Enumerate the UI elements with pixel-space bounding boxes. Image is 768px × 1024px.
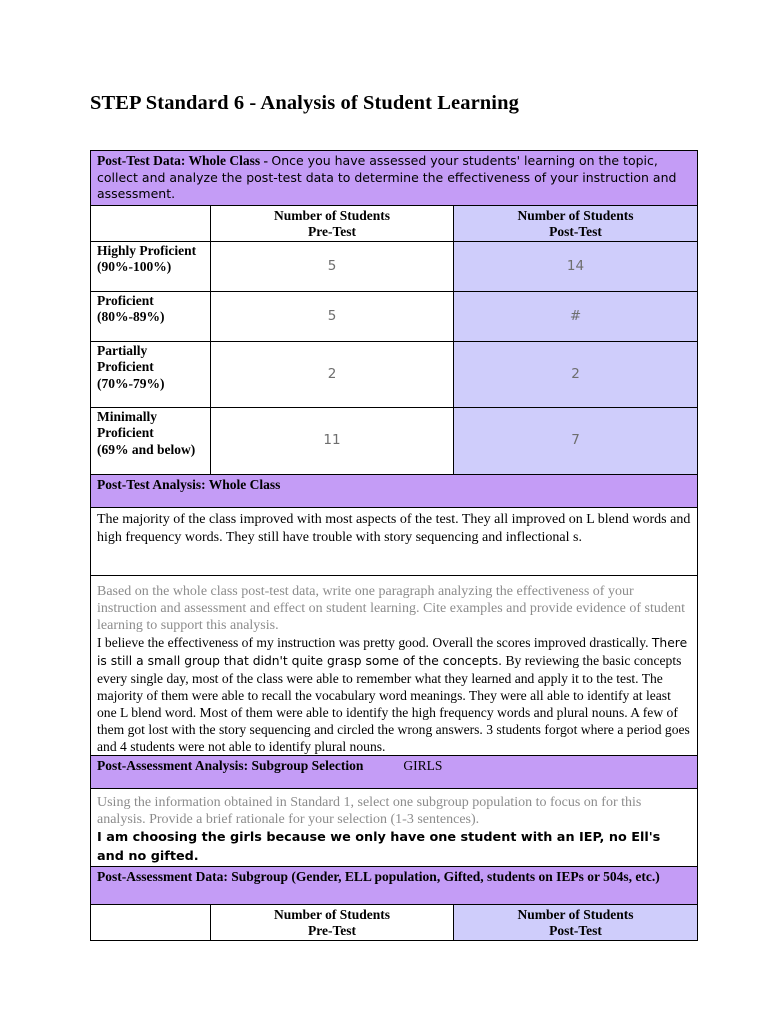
subgroup-selection-header: Post-Assessment Analysis: Subgroup Selection GIRLS <box>91 755 698 788</box>
analysis-response: I believe the effectiveness of my instruction was pretty good. Overall the scores improved drastically. There is still a small group that didn't quite grasp some of the concepts. By reviewing the basic concepts every single day, most of the class were able to remember what they learned and apply it to the test. The majority of them were able to recall the vocabulary word meanings. They were all able to identify at least one L blend word. Most of them were able to identify the high frequency words and plural nouns. A few of them got lost with the story sequencing and circled the wrong answers. 3 students forgot where a period goes and 4 students were not able to identify plural nouns. <box>97 634 690 754</box>
post-test-whole-header-desc: Once you have assessed your students' learning on the topic, collect and analyze the post-test data to determine the effectiveness of your instruction and assessment. <box>97 153 677 201</box>
analysis-summary: The majority of the class improved with most aspects of the test. They all improved on L blend words and high frequency words. They still have trouble with story sequencing and inflectional s. <box>91 507 698 575</box>
post-test-value: 7 <box>454 407 698 474</box>
post-test-value: 2 <box>454 341 698 407</box>
subgroup-value: GIRLS <box>403 757 443 773</box>
row-label-proficient: Proficient (80%-89%) <box>91 291 211 341</box>
post-test-value: 14 <box>454 241 698 291</box>
row-label-minimally-proficient: Minimally Proficient (69% and below) <box>91 407 211 474</box>
subgroup-col-header-pre-test: Number of Students Pre-Test <box>211 904 454 940</box>
empty-header-cell <box>91 904 211 940</box>
analysis-prompt: Based on the whole class post-test data, write one paragraph analyzing the effectiveness of your instruction and assessment and effect on student learning. Cite examples and provide evidence of student learning to support this analysis. <box>97 583 685 633</box>
row-label-highly-proficient: Highly Proficient (90%-100%) <box>91 241 211 291</box>
subgroup-prompt: Using the information obtained in Standard 1, select one subgroup population to focus on for this analysis. Provide a brief rationale for your selection (1-3 sentences). <box>97 794 642 827</box>
subgroup-data-header: Post-Assessment Data: Subgroup (Gender, ELL population, Gifted, students on IEPs or 504s, etc.) <box>91 866 698 904</box>
subgroup-response: I am choosing the girls because we only have one student with an IEP, no Ell's and no gifted. <box>97 829 661 864</box>
post-test-whole-header <box>91 151 698 206</box>
empty-header-cell <box>91 205 211 241</box>
post-test-value: # <box>454 291 698 341</box>
subgroup-rationale-cell <box>91 788 698 866</box>
pre-test-value: 2 <box>211 341 454 407</box>
page-title: STEP Standard 6 - Analysis of Student Learning <box>90 92 519 114</box>
row-label-partially-proficient: Partially Proficient (70%-79%) <box>91 341 211 407</box>
col-header-pre-test: Number of Students Pre-Test <box>211 205 454 241</box>
post-test-whole-header-title: Post-Test Data: Whole Class - <box>97 153 272 168</box>
pre-test-value: 5 <box>211 241 454 291</box>
analysis-response-cell <box>91 575 698 755</box>
subgroup-col-header-post-test: Number of Students Post-Test <box>454 904 698 940</box>
pre-test-value: 11 <box>211 407 454 474</box>
pre-test-value: 5 <box>211 291 454 341</box>
post-test-analysis-header: Post-Test Analysis: Whole Class <box>91 474 698 507</box>
col-header-post-test: Number of Students Post-Test <box>454 205 698 241</box>
analysis-table <box>90 150 698 941</box>
